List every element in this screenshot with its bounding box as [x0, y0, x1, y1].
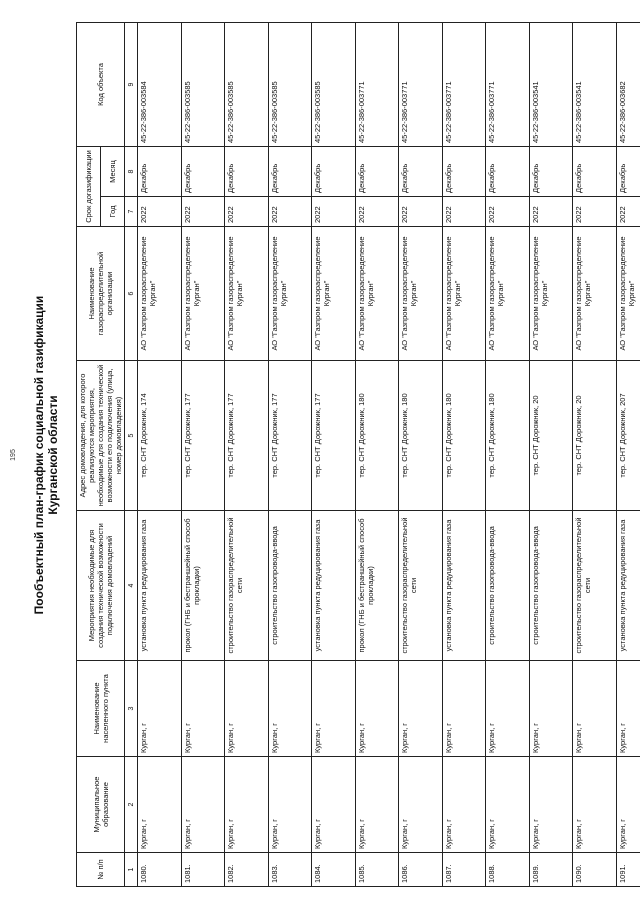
cell-month: Декабрь: [355, 146, 399, 196]
cell-address: тер. СНТ Дорожник, 20: [573, 361, 617, 511]
table-row: [399, 22, 443, 886]
cell-organization: АО "Газпром газораспределение Курган": [486, 227, 530, 361]
cell-municipality: Курган, г: [225, 757, 269, 853]
cell-row-number: 1083.: [268, 853, 312, 887]
cell-address: тер. СНТ Дорожник, 180: [442, 361, 486, 511]
cell-municipality: Курган, г: [486, 757, 530, 853]
cell-year: 2022: [616, 197, 640, 227]
cell-object-code: 45-22-386-003585: [312, 22, 356, 146]
cell-row-number: 1086.: [399, 853, 443, 887]
header-no: № п/п: [77, 853, 125, 887]
cell-municipality: Курган, г: [181, 757, 225, 853]
cell-organization: АО "Газпром газораспределение Курган": [616, 227, 640, 361]
cell-municipality: Курган, г: [573, 757, 617, 853]
cell-row-number: 1089.: [529, 853, 573, 887]
cell-month: Декабрь: [616, 146, 640, 196]
col-number: 2: [125, 757, 138, 853]
cell-address: тер. СНТ Дорожник, 180: [486, 361, 530, 511]
cell-municipality: Курган, г: [268, 757, 312, 853]
table-row: [355, 22, 399, 886]
table-row: [529, 22, 573, 886]
cell-year: 2022: [399, 197, 443, 227]
cell-month: Декабрь: [138, 146, 182, 196]
cell-month: Декабрь: [529, 146, 573, 196]
cell-year: 2022: [355, 197, 399, 227]
col-number: 6: [125, 227, 138, 361]
col-number: 4: [125, 511, 138, 661]
header-term: Срок догазификации: [77, 146, 101, 226]
header-address: Адрес домовладения, для которого реализуются мероприятия, необходимые для создания технической возможности его подключения (улица, номер домовладения): [77, 361, 125, 511]
cell-settlement: Курган, г: [138, 661, 182, 757]
cell-object-code: 45-22-386-003584: [138, 22, 182, 146]
header-organization: Наименование газораспределительной организации: [77, 227, 125, 361]
cell-year: 2022: [181, 197, 225, 227]
cell-organization: АО "Газпром газораспределение Курган": [312, 227, 356, 361]
cell-municipality: Курган, г: [529, 757, 573, 853]
cell-measure: установка пункта редуцирования газа: [442, 511, 486, 661]
cell-municipality: Курган, г: [442, 757, 486, 853]
cell-measure: строительство газораспределительной сети: [225, 511, 269, 661]
header-code: Код объекта: [77, 22, 125, 146]
cell-object-code: 45-22-386-003585: [268, 22, 312, 146]
cell-year: 2022: [225, 197, 269, 227]
cell-row-number: 1082.: [225, 853, 269, 887]
cell-object-code: 45-22-386-003541: [529, 22, 573, 146]
title-line-2: Курганской области: [46, 395, 60, 515]
cell-address: тер. СНТ Дорожник, 20: [529, 361, 573, 511]
cell-organization: АО "Газпром газораспределение Курган": [268, 227, 312, 361]
cell-settlement: Курган, г: [312, 661, 356, 757]
cell-year: 2022: [529, 197, 573, 227]
cell-measure: строительство газопровода-ввода: [529, 511, 573, 661]
col-number: 1: [125, 853, 138, 887]
table-row: [616, 22, 640, 886]
cell-organization: АО "Газпром газораспределение Курган": [181, 227, 225, 361]
cell-month: Декабрь: [399, 146, 443, 196]
table-row: [442, 22, 486, 886]
cell-settlement: Курган, г: [529, 661, 573, 757]
cell-row-number: 1090.: [573, 853, 617, 887]
cell-address: тер. СНТ Дорожник, 177: [181, 361, 225, 511]
cell-settlement: Курган, г: [442, 661, 486, 757]
cell-object-code: 45-22-386-003585: [181, 22, 225, 146]
header-municipality: Муниципальное образование: [77, 757, 125, 853]
cell-object-code: 45-22-386-003771: [442, 22, 486, 146]
cell-object-code: 45-22-386-003771: [399, 22, 443, 146]
cell-object-code: 45-22-386-003682: [616, 22, 640, 146]
table-row: [486, 22, 530, 886]
header-year: Год: [101, 197, 125, 227]
col-number: 5: [125, 361, 138, 511]
cell-month: Декабрь: [442, 146, 486, 196]
table-row: [312, 22, 356, 886]
cell-organization: АО "Газпром газораспределение Курган": [529, 227, 573, 361]
cell-address: тер. СНТ Дорожник, 174: [138, 361, 182, 511]
cell-measure: прокол (ГНБ и бестраншейный способ прокладки): [355, 511, 399, 661]
header-settlement: Наименование населенного пункта: [77, 661, 125, 757]
page-title: [32, 15, 60, 895]
cell-address: тер. СНТ Дорожник, 180: [399, 361, 443, 511]
cell-municipality: Курган, г: [355, 757, 399, 853]
header-measures: Мероприятия необходимые для создания технической возможности подключения домовладений: [77, 511, 125, 661]
cell-address: тер. СНТ Дорожник, 177: [268, 361, 312, 511]
cell-measure: установка пункта редуцирования газа: [616, 511, 640, 661]
cell-year: 2022: [312, 197, 356, 227]
cell-settlement: Курган, г: [225, 661, 269, 757]
cell-settlement: Курган, г: [573, 661, 617, 757]
cell-row-number: 1091.: [616, 853, 640, 887]
cell-address: тер. СНТ Дорожник, 180: [355, 361, 399, 511]
cell-organization: АО "Газпром газораспределение Курган": [138, 227, 182, 361]
cell-month: Декабрь: [268, 146, 312, 196]
col-number: 9: [125, 22, 138, 146]
cell-municipality: Курган, г: [616, 757, 640, 853]
col-number: 7: [125, 197, 138, 227]
cell-month: Декабрь: [486, 146, 530, 196]
column-number-row: [125, 22, 138, 886]
cell-year: 2022: [138, 197, 182, 227]
cell-month: Декабрь: [312, 146, 356, 196]
gasification-table: [76, 22, 640, 887]
cell-measure: строительство газораспределительной сети: [573, 511, 617, 661]
cell-municipality: Курган, г: [138, 757, 182, 853]
cell-row-number: 1085.: [355, 853, 399, 887]
cell-year: 2022: [573, 197, 617, 227]
cell-object-code: 45-22-386-003541: [573, 22, 617, 146]
cell-year: 2022: [268, 197, 312, 227]
table-row: [181, 22, 225, 886]
rotated-page: [0, 15, 640, 895]
cell-measure: строительство газораспределительной сети: [399, 511, 443, 661]
cell-settlement: Курган, г: [616, 661, 640, 757]
cell-row-number: 1088.: [486, 853, 530, 887]
cell-organization: АО "Газпром газораспределение Курган": [355, 227, 399, 361]
cell-address: тер. СНТ Дорожник, 207: [616, 361, 640, 511]
cell-row-number: 1081.: [181, 853, 225, 887]
cell-object-code: 45-22-386-003585: [225, 22, 269, 146]
cell-row-number: 1080.: [138, 853, 182, 887]
col-number: 8: [125, 146, 138, 196]
cell-settlement: Курган, г: [355, 661, 399, 757]
cell-settlement: Курган, г: [268, 661, 312, 757]
cell-settlement: Курган, г: [486, 661, 530, 757]
cell-object-code: 45-22-386-003771: [486, 22, 530, 146]
table-row: [573, 22, 617, 886]
cell-settlement: Курган, г: [181, 661, 225, 757]
cell-month: Декабрь: [573, 146, 617, 196]
cell-address: тер. СНТ Дорожник, 177: [225, 361, 269, 511]
cell-organization: АО "Газпром газораспределение Курган": [399, 227, 443, 361]
cell-measure: установка пункта редуцирования газа: [312, 511, 356, 661]
cell-municipality: Курган, г: [312, 757, 356, 853]
cell-month: Декабрь: [181, 146, 225, 196]
cell-organization: АО "Газпром газораспределение Курган": [225, 227, 269, 361]
cell-address: тер. СНТ Дорожник, 177: [312, 361, 356, 511]
table-row: [225, 22, 269, 886]
header-month: Месяц: [101, 146, 125, 196]
table-row: [268, 22, 312, 886]
title-line-1: Пообъектный план-график социальной газификации: [32, 295, 46, 615]
cell-measure: установка пункта редуцирования газа: [138, 511, 182, 661]
col-number: 3: [125, 661, 138, 757]
cell-row-number: 1087.: [442, 853, 486, 887]
cell-municipality: Курган, г: [399, 757, 443, 853]
cell-measure: строительство газопровода-ввода: [268, 511, 312, 661]
cell-object-code: 45-22-386-003771: [355, 22, 399, 146]
cell-month: Декабрь: [225, 146, 269, 196]
cell-row-number: 1084.: [312, 853, 356, 887]
page-number: 195: [10, 449, 17, 461]
table-row: [138, 22, 182, 886]
cell-settlement: Курган, г: [399, 661, 443, 757]
cell-year: 2022: [486, 197, 530, 227]
cell-measure: строительство газопровода-ввода: [486, 511, 530, 661]
cell-organization: АО "Газпром газораспределение Курган": [573, 227, 617, 361]
cell-year: 2022: [442, 197, 486, 227]
cell-measure: прокол (ГНБ и бестраншейный способ прокладки): [181, 511, 225, 661]
cell-organization: АО "Газпром газораспределение Курган": [442, 227, 486, 361]
